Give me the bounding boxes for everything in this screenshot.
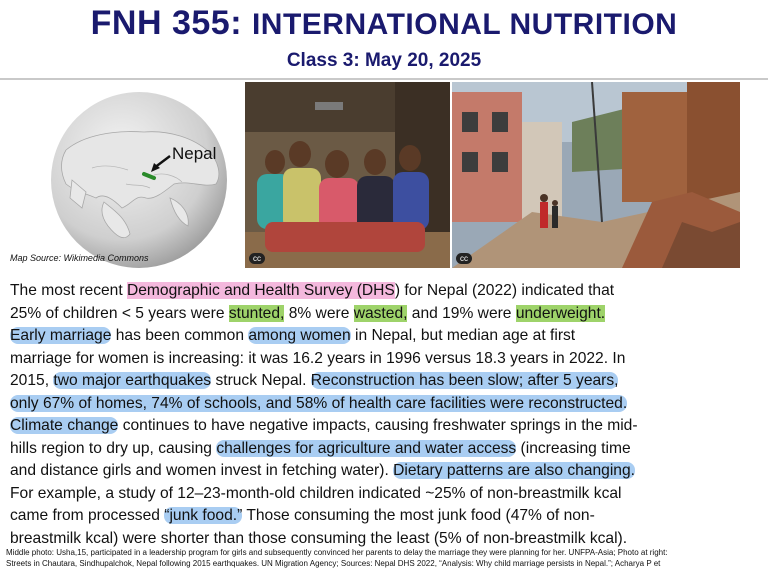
text-line: and distance girls and women invest in fetching water). Dietary patterns are also changing. xyxy=(10,462,635,479)
footnote-line-1: Middle photo: Usha,15, participated in a leadership program for girls and subsequently convinced her parents to delay the marriage they were planning for her. UNFPA-Asia; Photo at right: xyxy=(6,548,668,557)
class-date-subtitle: Class 3: May 20, 2025 xyxy=(286,50,482,71)
highlight-dietary-patterns: Dietary patterns are also changing. xyxy=(393,462,635,479)
text-line: breastmilk kcal) were shorter than those consuming the least (5% of non-breastmilk kcal). xyxy=(10,529,628,547)
globe-map xyxy=(4,80,244,268)
highlight-climate-change: Climate change xyxy=(10,417,119,434)
globe-icon xyxy=(4,80,244,268)
girls-leadership-program-photo xyxy=(245,82,450,268)
text-line: 25% of children < 5 years were stunted, 8% were wasted, and 19% were underweight. xyxy=(10,304,606,322)
body-text xyxy=(10,280,762,550)
highlight-reconstruction: Reconstruction has been slow; after 5 years, xyxy=(310,372,619,389)
highlight-among-women: among women xyxy=(248,327,351,344)
creative-commons-badge-1: cc xyxy=(249,253,265,264)
highlight-underweight: underweight. xyxy=(515,304,606,322)
text-line: Early marriage has been common among women in Nepal, but median age at first xyxy=(10,327,576,344)
highlight-reconstruction-stats: only 67% of homes, 74% of schools, and 58% of health care facilities were reconstructed. xyxy=(10,394,628,412)
earthquake-rubble-street-photo xyxy=(452,82,740,268)
text-line xyxy=(10,393,762,416)
nepal-label: Nepal xyxy=(172,144,217,163)
text-line: marriage for women is increasing: it was 16.2 years in 1996 versus 18.3 years in 2022. In xyxy=(10,349,626,367)
slide-title xyxy=(0,4,768,43)
highlight-dhs: Demographic and Health Survey (DHS xyxy=(127,282,395,299)
course-code: FNH 355: xyxy=(90,4,243,42)
text-line: The most recent Demographic and Health Survey (DHS) for Nepal (2022) indicated that xyxy=(10,282,615,299)
highlight-junk-food: “junk food.” xyxy=(164,507,243,524)
course-title: INTERNATIONAL NUTRITION xyxy=(251,8,678,41)
map-source-caption: Map Source: Wikimedia Commons xyxy=(10,253,149,263)
footnote xyxy=(6,548,764,569)
highlight-agriculture-water: challenges for agriculture and water access xyxy=(216,439,517,457)
highlight-stunted: stunted, xyxy=(228,304,285,322)
highlight-earthquakes: two major earthquakes xyxy=(53,372,212,389)
highlight-wasted: wasted, xyxy=(353,304,408,322)
highlight-early-marriage: Early marriage xyxy=(10,327,112,344)
footnote-line-2: Streets in Chautara, Sindhupalchok, Nepal following 2015 earthquakes. UN Migration Agency; Sources: Nepal DHS 2022, “Analysis: Why child marriage persists in Nepal.”; Acharya P et xyxy=(6,558,661,568)
creative-commons-badge-2: cc xyxy=(456,253,472,264)
text-line: For example, a study of 12–23-month-old children indicated ~25% of non-breastmilk kcal xyxy=(10,484,622,502)
text-line: hills region to dry up, causing challenges for agriculture and water access (increasing time xyxy=(10,439,631,457)
text-line: came from processed “junk food.” Those consuming the most junk food (47% of non- xyxy=(10,507,595,524)
text-line: 2015, two major earthquakes struck Nepal. Reconstruction has been slow; after 5 years, xyxy=(10,372,619,389)
text-line: Climate change continues to have negative impacts, causing freshwater springs in the mid- xyxy=(10,417,638,434)
